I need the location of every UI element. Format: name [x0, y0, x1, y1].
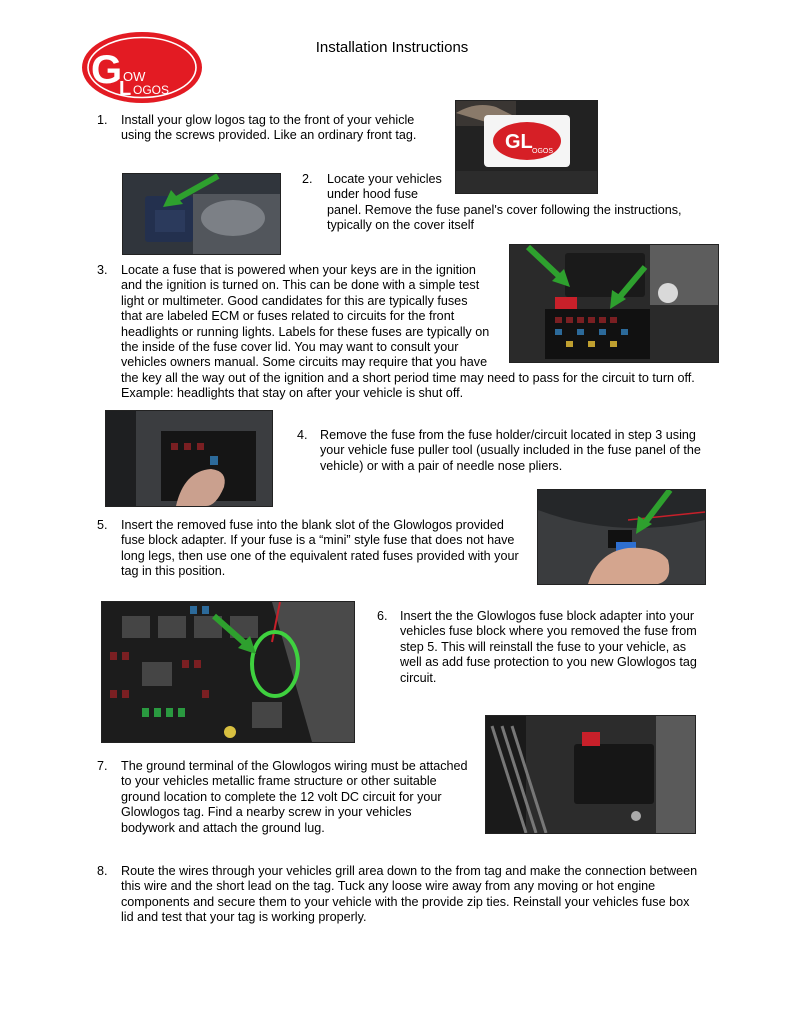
step-2-text: Locate your vehicles under hood fuse panel. Remove the fuse panel's cover following the instructions, typically on the cover itself	[327, 172, 682, 233]
svg-text:L: L	[119, 78, 132, 100]
adapter-installed-photo	[101, 601, 355, 743]
step-1-number: 1.	[97, 113, 108, 127]
svg-text:OGOS: OGOS	[532, 148, 554, 155]
svg-text:OGOS: OGOS	[133, 83, 170, 97]
svg-text:GL: GL	[505, 131, 533, 153]
step-3-number: 3.	[97, 263, 108, 277]
removing-fuse-photo	[105, 410, 273, 507]
step-8-text: Route the wires through your vehicles grill area down to the from tag and make the connection between this wire and the short lead on the tag. Tuck any loose wire away from any moving or hot engine components and secure them to your vehicle with the provide zip ties. Reinstall your vehicles fuse box lid and test that your tag is working properly.	[121, 864, 698, 925]
step-5-text: Insert the removed fuse into the blank slot of the Glowlogos provided fuse block adapter. If your fuse is a “mini” style fuse that does not have long legs, then use one of the equivalent rated fuses provided with your tag in this position.	[121, 518, 519, 579]
page-title: Installation Instructions	[315, 39, 469, 56]
step-2-number: 2.	[302, 172, 313, 186]
step-4-number: 4.	[297, 428, 308, 442]
fuse-box-open-photo	[509, 244, 719, 363]
step-7-text: The ground terminal of the Glowlogos wiring must be attached to your vehicles metallic frame structure or other suitable ground location to complete the 12 volt DC circuit for your Glowlogos tag. Find a nearby screw in your vehicles bodywork and attach the ground lug.	[121, 759, 468, 835]
step-4-text: Remove the fuse from the fuse holder/circuit located in step 3 using your vehicle fuse puller tool (usually included in the fuse panel of the vehicle) or with a pair of needle nose pliers.	[320, 428, 701, 473]
ground-lug-photo	[485, 715, 696, 834]
step-8-number: 8.	[97, 864, 108, 878]
fuse-panel-cover-photo	[122, 173, 281, 255]
step-1-text: Install your glow logos tag to the front of your vehicle using the screws provided. Like an ordinary front tag.	[121, 113, 417, 143]
svg-text:G: G	[91, 48, 123, 92]
svg-text:OW: OW	[123, 69, 146, 84]
step-6-number: 6.	[377, 609, 388, 623]
step-7-number: 7.	[97, 759, 108, 773]
fuse-adapter-photo	[537, 489, 706, 585]
step-5-number: 5.	[97, 518, 108, 532]
step-6-text: Insert the the Glowlogos fuse block adapter into your vehicles fuse block where you removed the fuse from step 5. This will reinstall the fuse to your vehicle, as well as add fuse protection to you new Glowlogos tag circuit.	[400, 609, 697, 685]
step-3-text: Locate a fuse that is powered when your keys are in the ignition and the ignition is turned on. This can be done with a simple test light or multimeter. Good candidates for this are typically fuses that are labeled ECM or fuses related to circuits for the front headlights or running lights. Labels for these fuses are typically on the inside of the fuse cover lid. You may want to consult your vehicles owners manual. Some circuits may require that you have the key all the way out of the ignition and a short period time may need to pass for the circuit to turn off. Example: headlights that stay on after your vehicle is shut off.	[121, 263, 695, 401]
